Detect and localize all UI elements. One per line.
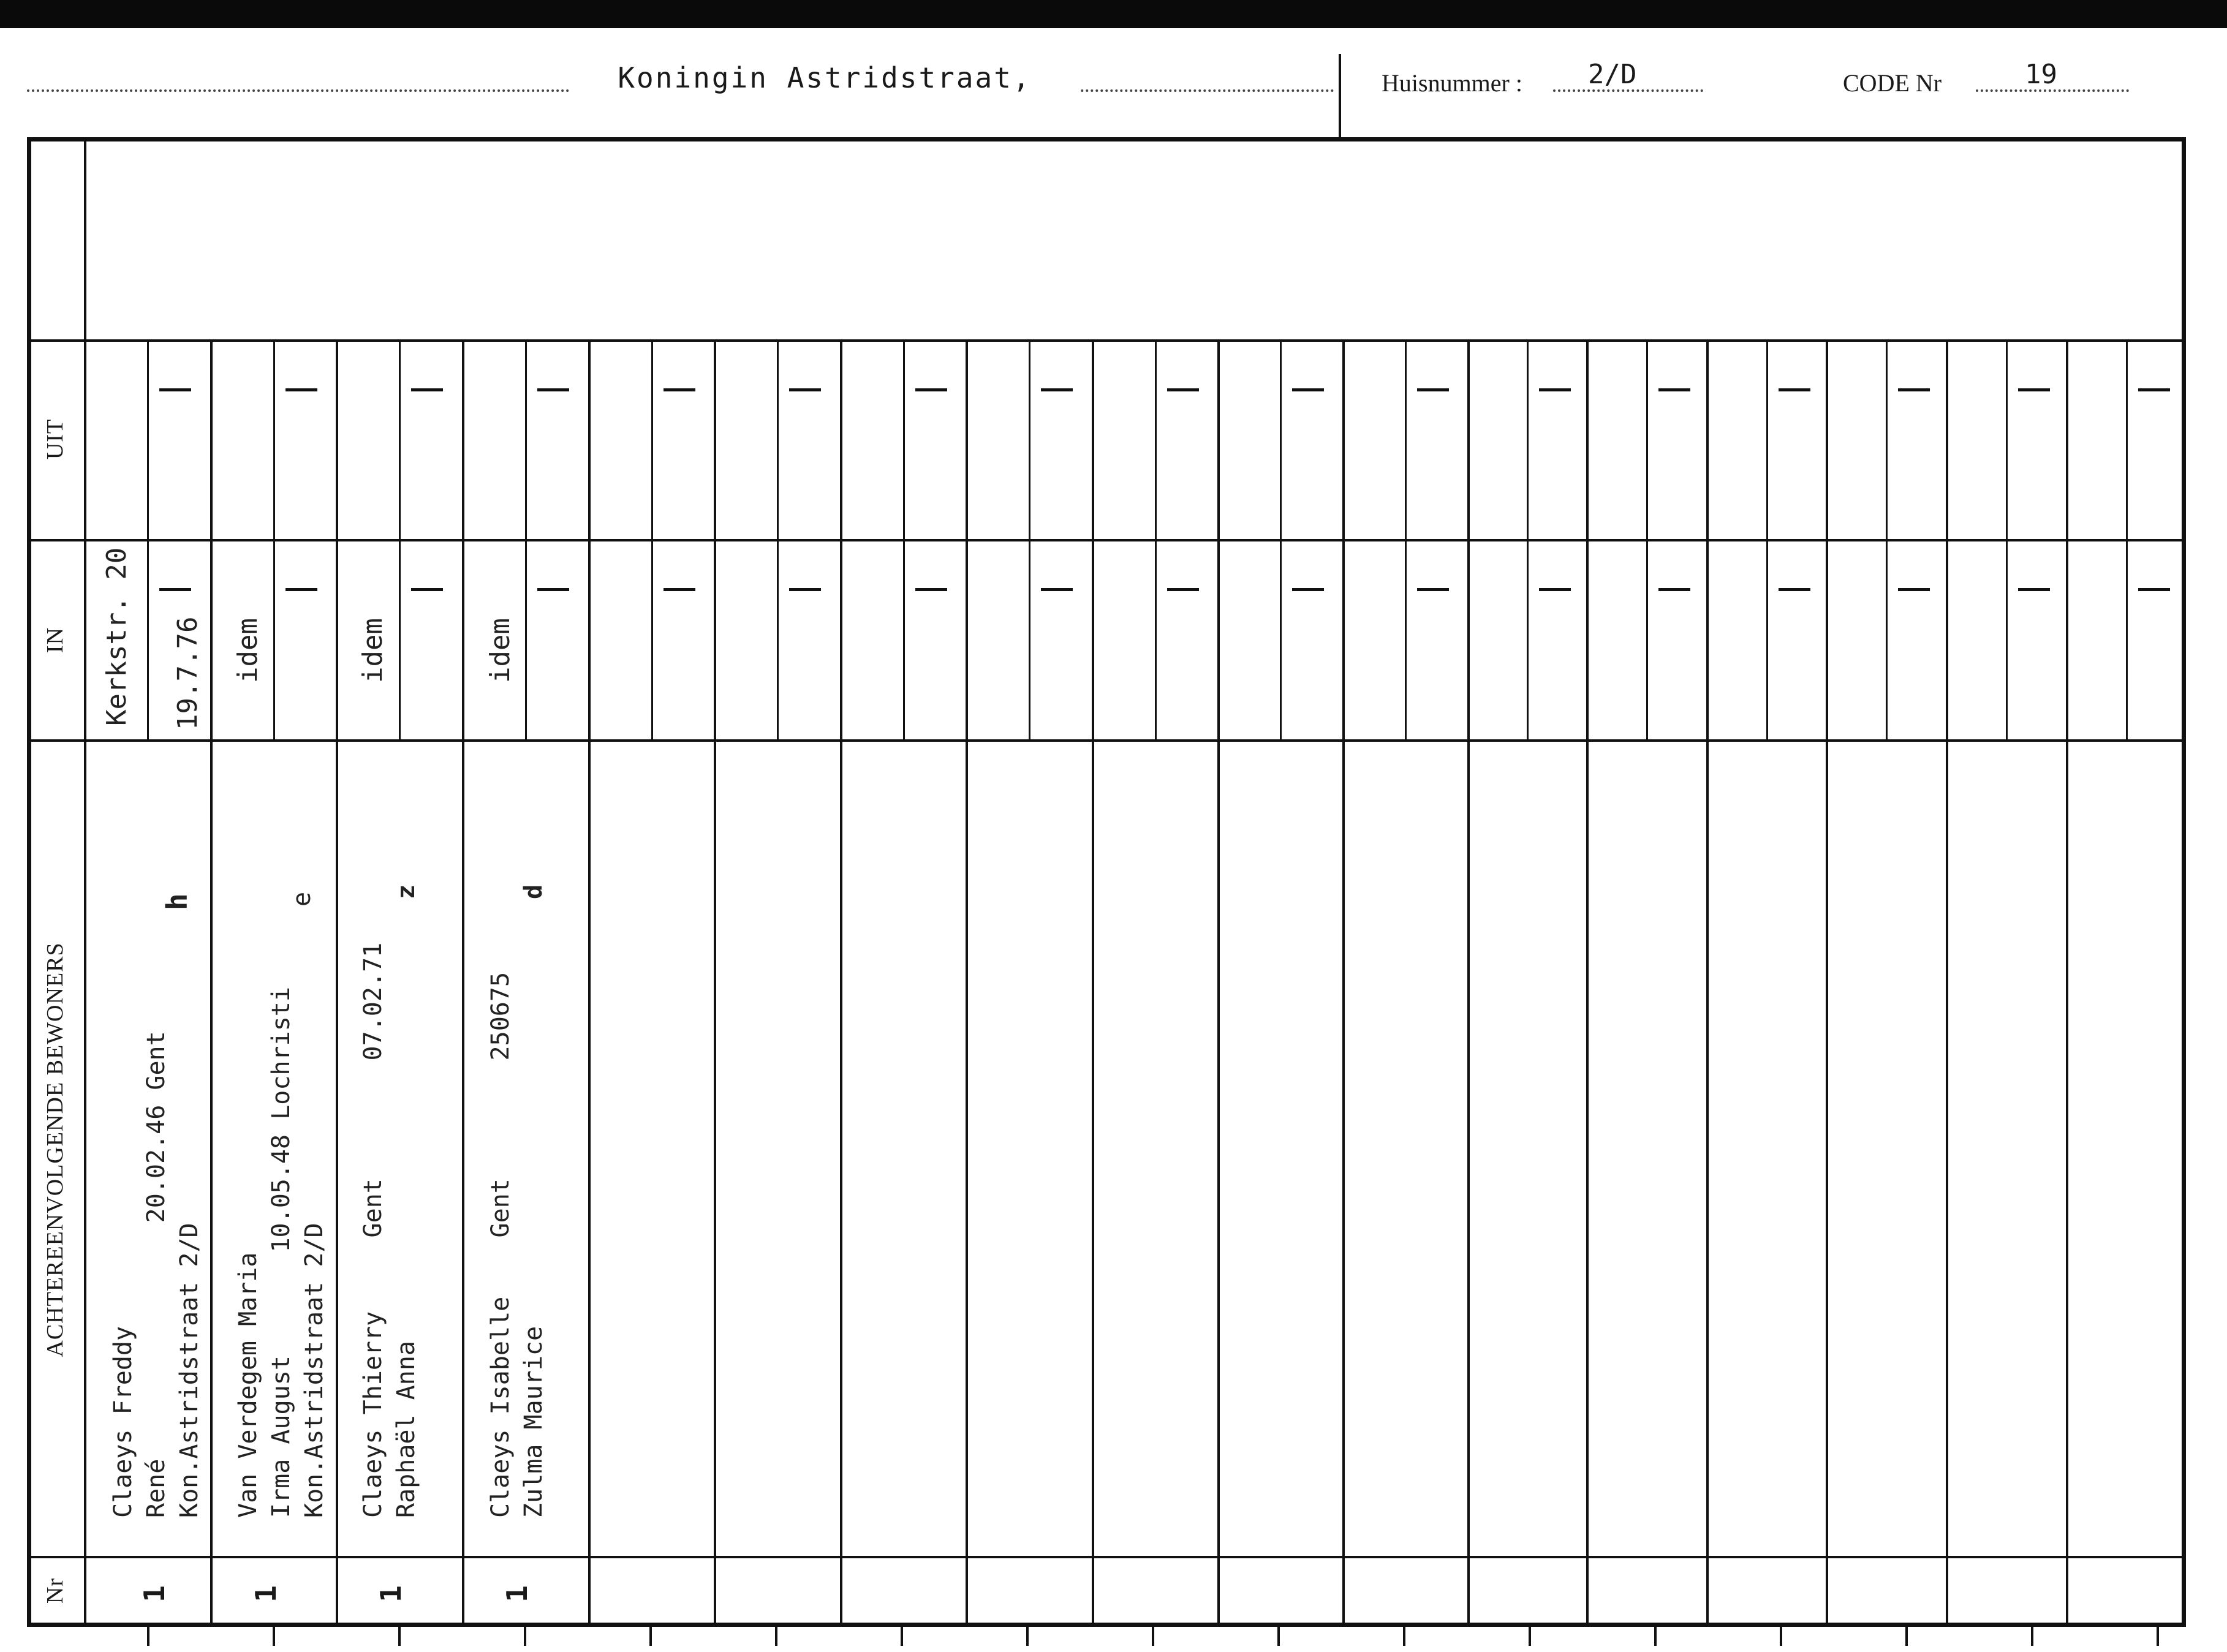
empty-entry-dash xyxy=(1417,388,1449,391)
bottom-tick-mark xyxy=(1780,1627,1782,1646)
resident-4-name: Claeys Isabelle Gent 250675 xyxy=(486,971,515,1518)
bottom-tick-mark xyxy=(1277,1627,1280,1646)
sub-column-divider xyxy=(1280,339,1282,539)
sub-column-divider xyxy=(1280,539,1282,739)
sub-column-divider xyxy=(525,539,527,739)
resident-4-nr: 1 xyxy=(500,1585,534,1602)
sub-column-divider xyxy=(399,539,401,739)
resident-column-divider xyxy=(840,339,842,1627)
empty-entry-dash xyxy=(2018,388,2050,391)
sub-column-divider xyxy=(777,539,779,739)
bottom-tick-mark xyxy=(1654,1627,1657,1646)
empty-entry-dash xyxy=(1041,388,1073,391)
in-label: IN xyxy=(42,627,68,654)
row-divider-nr-top xyxy=(27,1556,2186,1558)
empty-entry-dash xyxy=(537,588,569,591)
bottom-tick-mark xyxy=(1026,1627,1029,1646)
sub-column-divider xyxy=(903,539,905,739)
sub-column-divider xyxy=(1029,339,1030,539)
empty-entry-dash xyxy=(1898,588,1930,591)
bottom-tick-mark xyxy=(273,1627,275,1646)
sub-column-divider xyxy=(399,339,401,539)
resident-column-divider xyxy=(336,339,338,1627)
resident-column-divider xyxy=(1946,339,1948,1627)
bottom-tick-mark xyxy=(147,1627,149,1646)
sub-column-divider xyxy=(147,539,149,739)
empty-entry-dash xyxy=(2138,388,2170,391)
resident-2-marker: e xyxy=(288,891,316,907)
resident-column-divider xyxy=(1342,339,1345,1627)
empty-entry-dash xyxy=(1539,388,1571,391)
resident-3-marker: z xyxy=(392,884,420,899)
empty-entry-dash xyxy=(2018,588,2050,591)
empty-entry-dash xyxy=(1779,588,1810,591)
top-border-bar xyxy=(0,0,2227,28)
sub-column-divider xyxy=(1646,339,1648,539)
resident-column-divider xyxy=(588,339,591,1627)
sub-column-divider xyxy=(1155,339,1157,539)
sub-column-divider xyxy=(2126,339,2128,539)
uit-label: UIT xyxy=(42,418,68,460)
bottom-tick-mark xyxy=(1152,1627,1154,1646)
resident-column-divider xyxy=(1586,339,1589,1627)
bottom-tick-mark xyxy=(524,1627,526,1646)
bottom-tick-mark xyxy=(1905,1627,1908,1646)
bottom-tick-mark xyxy=(1529,1627,1531,1646)
resident-3-nr: 1 xyxy=(374,1585,407,1602)
sub-column-divider xyxy=(1886,339,1888,539)
sub-column-divider xyxy=(777,339,779,539)
empty-entry-dash xyxy=(1658,388,1690,391)
resident-4-in-place: idem xyxy=(485,618,516,683)
sub-column-divider xyxy=(903,339,905,539)
resident-1-in-date: 19.7.76 xyxy=(172,616,203,730)
resident-3-name: Claeys Thierry Gent 07.02.71 xyxy=(359,942,387,1518)
resident-1-in-place: Kerkstr. 20 xyxy=(101,547,132,726)
sub-column-divider xyxy=(1886,539,1888,739)
resident-2-in-place: idem xyxy=(232,618,263,683)
resident-4-details: Zulma Maurice xyxy=(520,1326,548,1518)
resident-1-nr: 1 xyxy=(137,1585,171,1602)
bottom-tick-mark xyxy=(649,1627,652,1646)
house-number-label: Huisnummer : xyxy=(1382,69,1522,97)
row-divider-uit-top xyxy=(27,339,2186,342)
label-column-divider xyxy=(84,137,86,1627)
sub-column-divider xyxy=(1527,539,1529,739)
sub-column-divider xyxy=(147,339,149,539)
empty-entry-dash xyxy=(2138,588,2170,591)
resident-column-divider xyxy=(210,339,213,1627)
resident-column-divider xyxy=(1217,339,1220,1627)
bottom-tick-mark xyxy=(398,1627,401,1646)
sub-column-divider xyxy=(651,539,653,739)
empty-entry-dash xyxy=(159,388,191,391)
empty-entry-dash xyxy=(1539,588,1571,591)
empty-entry-dash xyxy=(1167,388,1199,391)
sub-column-divider xyxy=(2126,539,2128,739)
sub-column-divider xyxy=(1766,539,1768,739)
residents-label: ACHTEREENVOLGENDE BEWONERS xyxy=(42,942,68,1357)
empty-entry-dash xyxy=(411,588,443,591)
bottom-tick-mark xyxy=(775,1627,777,1646)
empty-entry-dash xyxy=(664,388,695,391)
resident-column-divider xyxy=(1467,339,1470,1627)
empty-entry-dash xyxy=(285,588,317,591)
resident-2-nr: 1 xyxy=(249,1585,282,1602)
sub-column-divider xyxy=(651,339,653,539)
empty-entry-dash xyxy=(1292,588,1324,591)
sub-column-divider xyxy=(273,539,275,739)
sub-column-divider xyxy=(1155,539,1157,739)
empty-entry-dash xyxy=(789,388,821,391)
empty-entry-dash xyxy=(789,588,821,591)
empty-entry-dash xyxy=(1417,588,1449,591)
empty-entry-dash xyxy=(159,588,191,591)
resident-4-marker: d xyxy=(520,884,548,899)
empty-entry-dash xyxy=(1292,388,1324,391)
sub-column-divider xyxy=(525,339,527,539)
resident-1-address: Kon.Astridstraat 2/D xyxy=(175,1223,203,1518)
resident-2-address: Kon.Astridstraat 2/D xyxy=(300,1223,328,1518)
empty-entry-dash xyxy=(1779,388,1810,391)
resident-column-divider xyxy=(1826,339,1828,1627)
row-divider-residents-top xyxy=(27,739,2186,742)
sub-column-divider xyxy=(1527,339,1529,539)
header-divider xyxy=(1339,54,1341,138)
code-value: 19 xyxy=(2025,59,2057,90)
resident-3-details: Raphaël Anna xyxy=(392,1341,420,1518)
empty-entry-dash xyxy=(1041,588,1073,591)
empty-entry-dash xyxy=(411,388,443,391)
house-number-value: 2/D xyxy=(1588,59,1637,90)
empty-entry-dash xyxy=(915,588,947,591)
empty-entry-dash xyxy=(537,388,569,391)
sub-column-divider xyxy=(1405,539,1407,739)
register-table xyxy=(27,137,2186,1627)
resident-column-divider xyxy=(1706,339,1709,1627)
nr-label: Nr xyxy=(42,1577,68,1604)
bottom-tick-mark xyxy=(1403,1627,1405,1646)
bottom-tick-mark xyxy=(2157,1627,2159,1646)
sub-column-divider xyxy=(1766,339,1768,539)
empty-entry-dash xyxy=(915,388,947,391)
resident-1-details: René 20.02.46 Gent xyxy=(142,1031,170,1518)
empty-entry-dash xyxy=(664,588,695,591)
resident-column-divider xyxy=(966,339,968,1627)
resident-column-divider xyxy=(462,339,464,1627)
resident-2-name: Van Verdegem Maria xyxy=(234,1252,262,1518)
empty-entry-dash xyxy=(1898,388,1930,391)
code-label: CODE Nr xyxy=(1843,69,1942,97)
street-name: Koningin Astridstraat, xyxy=(570,61,1079,94)
sub-column-divider xyxy=(1029,539,1030,739)
sub-column-divider xyxy=(2006,539,2008,739)
row-divider-in-top xyxy=(27,539,2186,541)
resident-column-divider xyxy=(2066,339,2068,1627)
empty-entry-dash xyxy=(1658,588,1690,591)
sub-column-divider xyxy=(1646,539,1648,739)
resident-1-name: Claeys Freddy xyxy=(109,1326,137,1518)
sub-column-divider xyxy=(2006,339,2008,539)
resident-1-marker: h xyxy=(161,893,194,910)
bottom-tick-mark xyxy=(901,1627,903,1646)
sub-column-divider xyxy=(273,339,275,539)
resident-column-divider xyxy=(1092,339,1094,1627)
empty-entry-dash xyxy=(1167,588,1199,591)
bottom-tick-mark xyxy=(2031,1627,2033,1646)
resident-3-in-place: idem xyxy=(357,618,388,683)
sub-column-divider xyxy=(1405,339,1407,539)
resident-column-divider xyxy=(714,339,716,1627)
empty-entry-dash xyxy=(285,388,317,391)
resident-2-details: Irma August 10.05.48 Lochristi xyxy=(267,987,295,1518)
